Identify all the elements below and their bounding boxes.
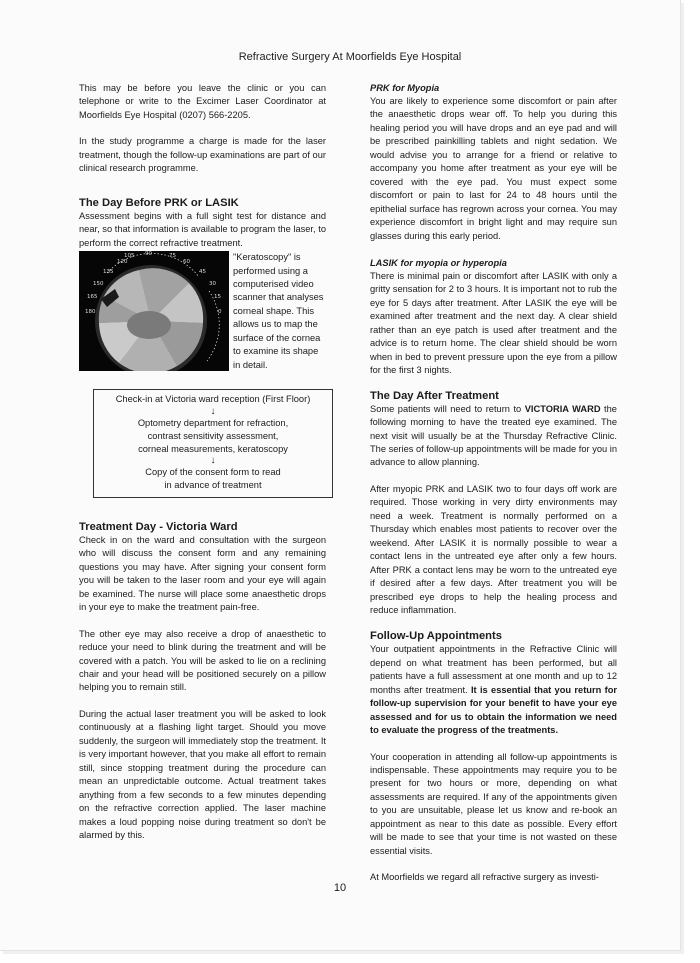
right-column [370,82,617,885]
tick-label-90: 90 [145,251,152,258]
down-arrow-icon: ↓ [210,455,216,467]
treatment-day-heading: Treatment Day - Victoria Ward [79,520,238,533]
tick-label-165: 165 [87,294,98,301]
tick-label-30: 30 [209,281,216,288]
keratoscopy-description: "Keratoscopy" is performed using a computerised video scanner that analyses corneal shape. This allows us to map the surface of the cornea to examine its shape in detail. [233,252,324,370]
tick-label-45: 45 [199,269,206,276]
intro-paragraph-1: This may be before you leave the clinic or you can telephone or write to the Excimer Laser Coordinator at Moorfields Eye Hospital (0207) 566-2205. [79,83,326,120]
flow-step-consent-line-1: Copy of the consent form to read [145,467,281,478]
treatment-paragraph-3: During the actual laser treatment you will be asked to look continuously at a flashing light target. Should you move suddenly, the surgeon will immediately stop the treatment. It is very important however, that you make all effort to remain still, since stopping treatment during the procedure can mean an unpredictable outcome. Actual treatment takes anything from a few seconds to a few minutes depending on the refractive correction applied. The laser machine makes a loud popping noise during treatment so don't be alarmed by this. [79,708,326,840]
follow-up-paragraph-2: Your cooperation in attending all follow-up appointments is indispensable. These appointments may require you to be present for two hours or more, depending on what assessments are required. If any of the appointments given to you are unsuitable, please let us know and re-book an appointment as near to this date as possible. Every effort will be made to see that your time is not wasted on these essential visits. [370,751,617,856]
flow-step-optometry-line-2: contrast sensitivity assessment, [147,430,279,441]
left-column [79,82,326,842]
check-in-flowchart [93,389,333,498]
flow-step-check-in: Check-in at Victoria ward reception (First Floor) [115,394,311,405]
day-before-heading: The Day Before PRK or LASIK [79,196,239,209]
tick-label-180: 180 [85,309,96,316]
treatment-paragraph-1: Check in on the ward and consultation with the surgeon who will discuss the consent form and any remaining questions you may have. After signing your consent form you will be taken to the laser room and your eye will again be examined. The nurse will place some anaesthetic drops in your eye to make the treatment pain-free. [79,534,326,613]
day-after-paragraph-1 [370,403,617,470]
follow-up-paragraph-1 [370,643,617,737]
tick-label-150: 150 [93,281,104,288]
lasik-heading: LASIK for myopia or hyperopia [370,257,507,268]
tick-label-60: 60 [183,259,190,266]
victoria-ward-emphasis: VICTORIA WARD [524,403,601,414]
tick-label-75: 75 [169,253,176,260]
prk-myopia-heading: PRK for Myopia [370,83,440,93]
keratoscopy-image [79,251,229,371]
follow-up-heading: Follow-Up Appointments [370,630,502,643]
page-number: 10 [333,882,347,894]
keratoscopy-block [79,251,326,372]
running-header: Refractive Surgery At Moorfields Eye Hospital [238,51,462,63]
treatment-paragraph-2: The other eye may also receive a drop of anaesthetic to reduce your need to blink during the treatment and will be covered with a patch. You will be asked to lie on a reclining chair and your head will be positioned securely on a pillow helping you to remain still. [79,628,326,693]
day-after-text-pre: Some patients will need to return to [370,403,525,414]
tick-label-120: 120 [117,259,128,266]
tick-label-0: 0 [218,309,222,316]
intro-paragraph-2: In the study programme a charge is made for the laser treatment, though the follow-up examinations are part of our clinical research programme. [79,136,326,174]
lasik-paragraph: There is minimal pain or discomfort after LASIK with only a gritty sensation for 2 to 3 hours. It is important not to rub the eye for 5 days after treatment. After LASIK the eye will be examined after treatment and the next day. A clear shield rather than an eye patch is used after treatment and the advice is to return home. The clear shield should be worn when in bed to prevent pressure upon the eye from a pillow for the first 3 nights. [370,270,617,376]
day-after-paragraph-2: After myopic PRK and LASIK two to four days off work are required. Those working in very dirty environments may need a week. Treatment is normally performed on a Thursday which enables most patients to recover over the weekend. After LASIK it is normally possible to wear a contact lens in the untreated eye after only a few hours. After PRK a contact lens may be worn to the untreated eye if desired after a few days. After treatment you will be prescribed eye drops to help the healing process and reduce inflammation. [370,483,617,615]
day-after-heading: The Day After Treatment [370,389,499,402]
corneal-map-graphic [79,251,229,371]
flow-step-optometry-line-1: Optometry department for refraction, [137,417,289,428]
follow-up-text: Your outpatient appointments in the Refractive Clinic will depend on what treatment has been performed, but all patients have a full assessment at one month and up to 12 months after treatment. [370,644,617,695]
follow-up-emphasis: It is essential that you return for follow-up supervision for your benefit to have your eye assessed and for us to obtain the information we need to evaluate the progress of the treatments. [370,684,617,736]
day-after-text-post: the following morning to have the treated eye examined. The next visit will usually be at the Thursday Refractive Clinic. The series of follow-up appointments will be made for you in advance to allow planning. [370,403,618,468]
closing-paragraph: At Moorfields we regard all refractive surgery as investi- [370,872,599,883]
flow-step-optometry-line-3: corneal measurements, keratoscopy [138,443,288,454]
tick-label-105: 105 [124,253,135,260]
flow-step-consent-line-2: in advance of treatment [164,480,262,491]
tick-label-135: 135 [103,269,114,276]
prk-myopia-paragraph: You are likely to experience some discomfort or pain after the anaesthetic drops wear off. To help you during this healing period you will have drops and an eye pad and will be prescribed painkilling tablets and night sedation. We would advise you to arrange for a friend or relative to accompany you home after treatment as your eye will be covered with the eye pad. You must expect some discomfort or pain to last for 24 to 48 hours until the epithelial surface has regrown across your cornea. You may experience discomfort in bright light and may require sun glasses during this early period. [370,96,617,241]
day-before-paragraph: Assessment begins with a full sight test for distance and near, so that information is available to program the laser, to perform the correct refractive treatment. [79,210,326,248]
down-arrow-icon: ↓ [210,405,216,417]
tick-label-15: 15 [214,294,221,301]
